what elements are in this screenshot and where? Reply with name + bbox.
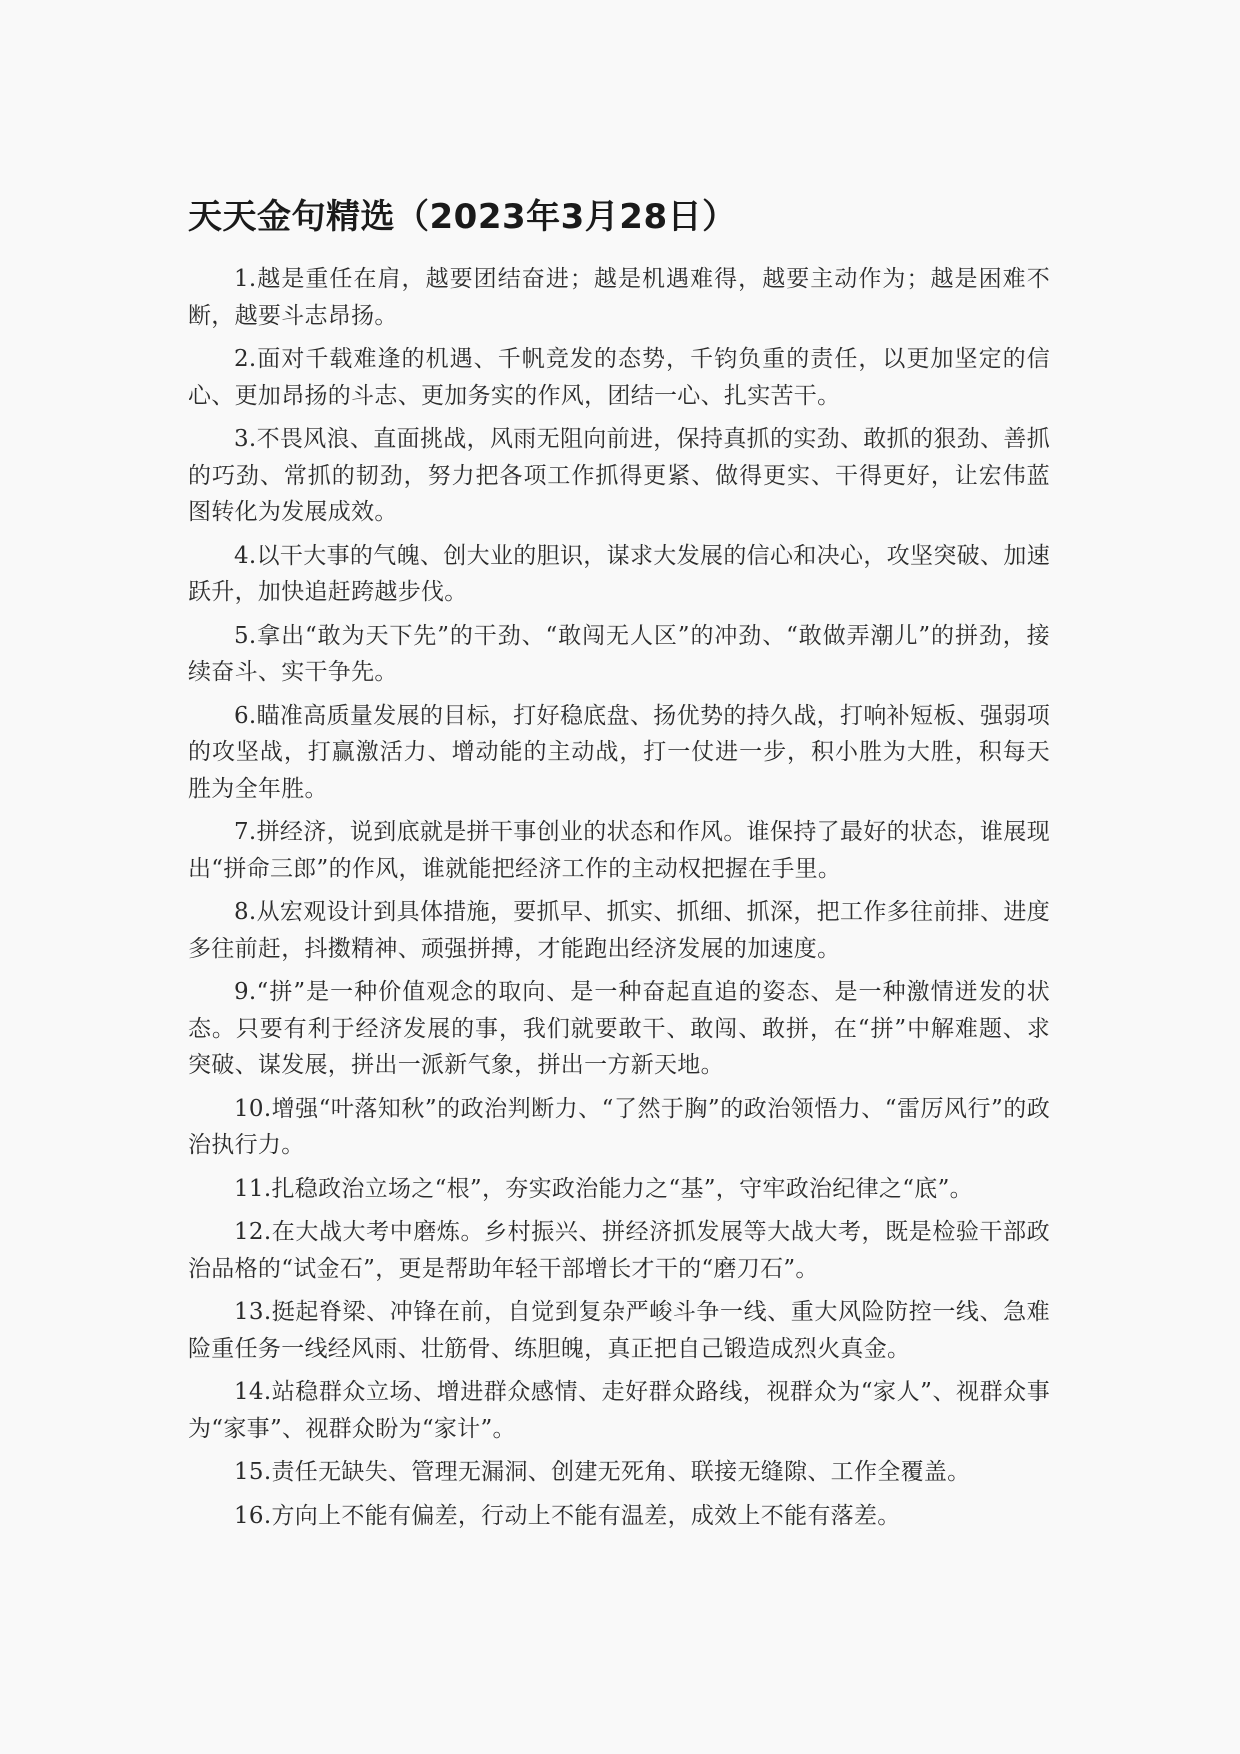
document-page — [188, 195, 1050, 1541]
quote-item-6: 6.瞄准高质量发展的目标，打好稳底盘、扬优势的持久战，打响补短板、强弱项的攻坚战，打赢激活力、增动能的主动战，打一仗进一步，积小胜为大胜，积每天胜为全年胜。 — [188, 702, 1050, 802]
quote-item-14: 14.站稳群众立场、增进群众感情、走好群众路线，视群众为“家人”、视群众事为“家事”、视群众盼为“家计”。 — [188, 1379, 1050, 1442]
quote-item-5: 5.拿出“敢为天下先”的干劲、“敢闯无人区”的冲劲、“敢做弄潮儿”的拼劲，接续奋斗、实干争先。 — [188, 622, 1050, 685]
quote-item-3: 3.不畏风浪、直面挑战，风雨无阻向前进，保持真抓的实劲、敢抓的狠劲、善抓的巧劲、常抓的韧劲，努力把各项工作抓得更紧、做得更实、干得更好，让宏伟蓝图转化为发展成效。 — [188, 426, 1050, 525]
quote-item-2: 2.面对千载难逢的机遇、千帆竞发的态势，千钧负重的责任，以更加坚定的信心、更加昂扬的斗志、更加务实的作风，团结一心、扎实苦干。 — [188, 346, 1050, 409]
quote-item-13: 13.挺起脊梁、冲锋在前，自觉到复杂严峻斗争一线、重大风险防控一线、急难险重任务一线经风雨、壮筋骨、练胆魄，真正把自己锻造成烈火真金。 — [188, 1299, 1050, 1362]
quote-item-4: 4.以干大事的气魄、创大业的胆识，谋求大发展的信心和决心，攻坚突破、加速跃升，加快追赶跨越步伐。 — [188, 542, 1050, 605]
quote-item-11: 11.扎稳政治立场之“根”，夯实政治能力之“基”，守牢政治纪律之“底”。 — [234, 1175, 973, 1202]
quote-item-16: 16.方向上不能有偏差，行动上不能有温差，成效上不能有落差。 — [234, 1502, 901, 1529]
quote-item-1: 1.越是重任在肩，越要团结奋进；越是机遇难得，越要主动作为；越是困难不断，越要斗志昂扬。 — [188, 266, 1050, 329]
quote-item-7: 7.拼经济，说到底就是拼干事创业的状态和作风。谁保持了最好的状态，谁展现出“拼命三郎”的作风，谁就能把经济工作的主动权把握在手里。 — [188, 819, 1050, 882]
quote-item-10: 10.增强“叶落知秋”的政治判断力、“了然于胸”的政治领悟力、“雷厉风行”的政治执行力。 — [188, 1095, 1050, 1158]
document-title: 天天金句精选（2023年3月28日） — [188, 197, 737, 237]
quote-item-9: 9.“拼”是一种价值观念的取向、是一种奋起直追的姿态、是一种激情迸发的状态。只要有利于经济发展的事，我们就要敢干、敢闯、敢拼，在“拼”中解难题、求突破、谋发展，拼出一派新气象，拼出一方新天地。 — [188, 979, 1050, 1078]
quote-item-8: 8.从宏观设计到具体措施，要抓早、抓实、抓细、抓深，把工作多往前排、进度多往前赶，抖擞精神、顽强拼搏，才能跑出经济发展的加速度。 — [188, 899, 1050, 962]
quote-item-15: 15.责任无缺失、管理无漏洞、创建无死角、联接无缝隙、工作全覆盖。 — [234, 1459, 971, 1485]
quote-list — [188, 261, 1050, 1534]
quote-item-12: 12.在大战大考中磨炼。乡村振兴、拼经济抓发展等大战大考，既是检验干部政治品格的“试金石”，更是帮助年轻干部增长才干的“磨刀石”。 — [188, 1219, 1050, 1282]
